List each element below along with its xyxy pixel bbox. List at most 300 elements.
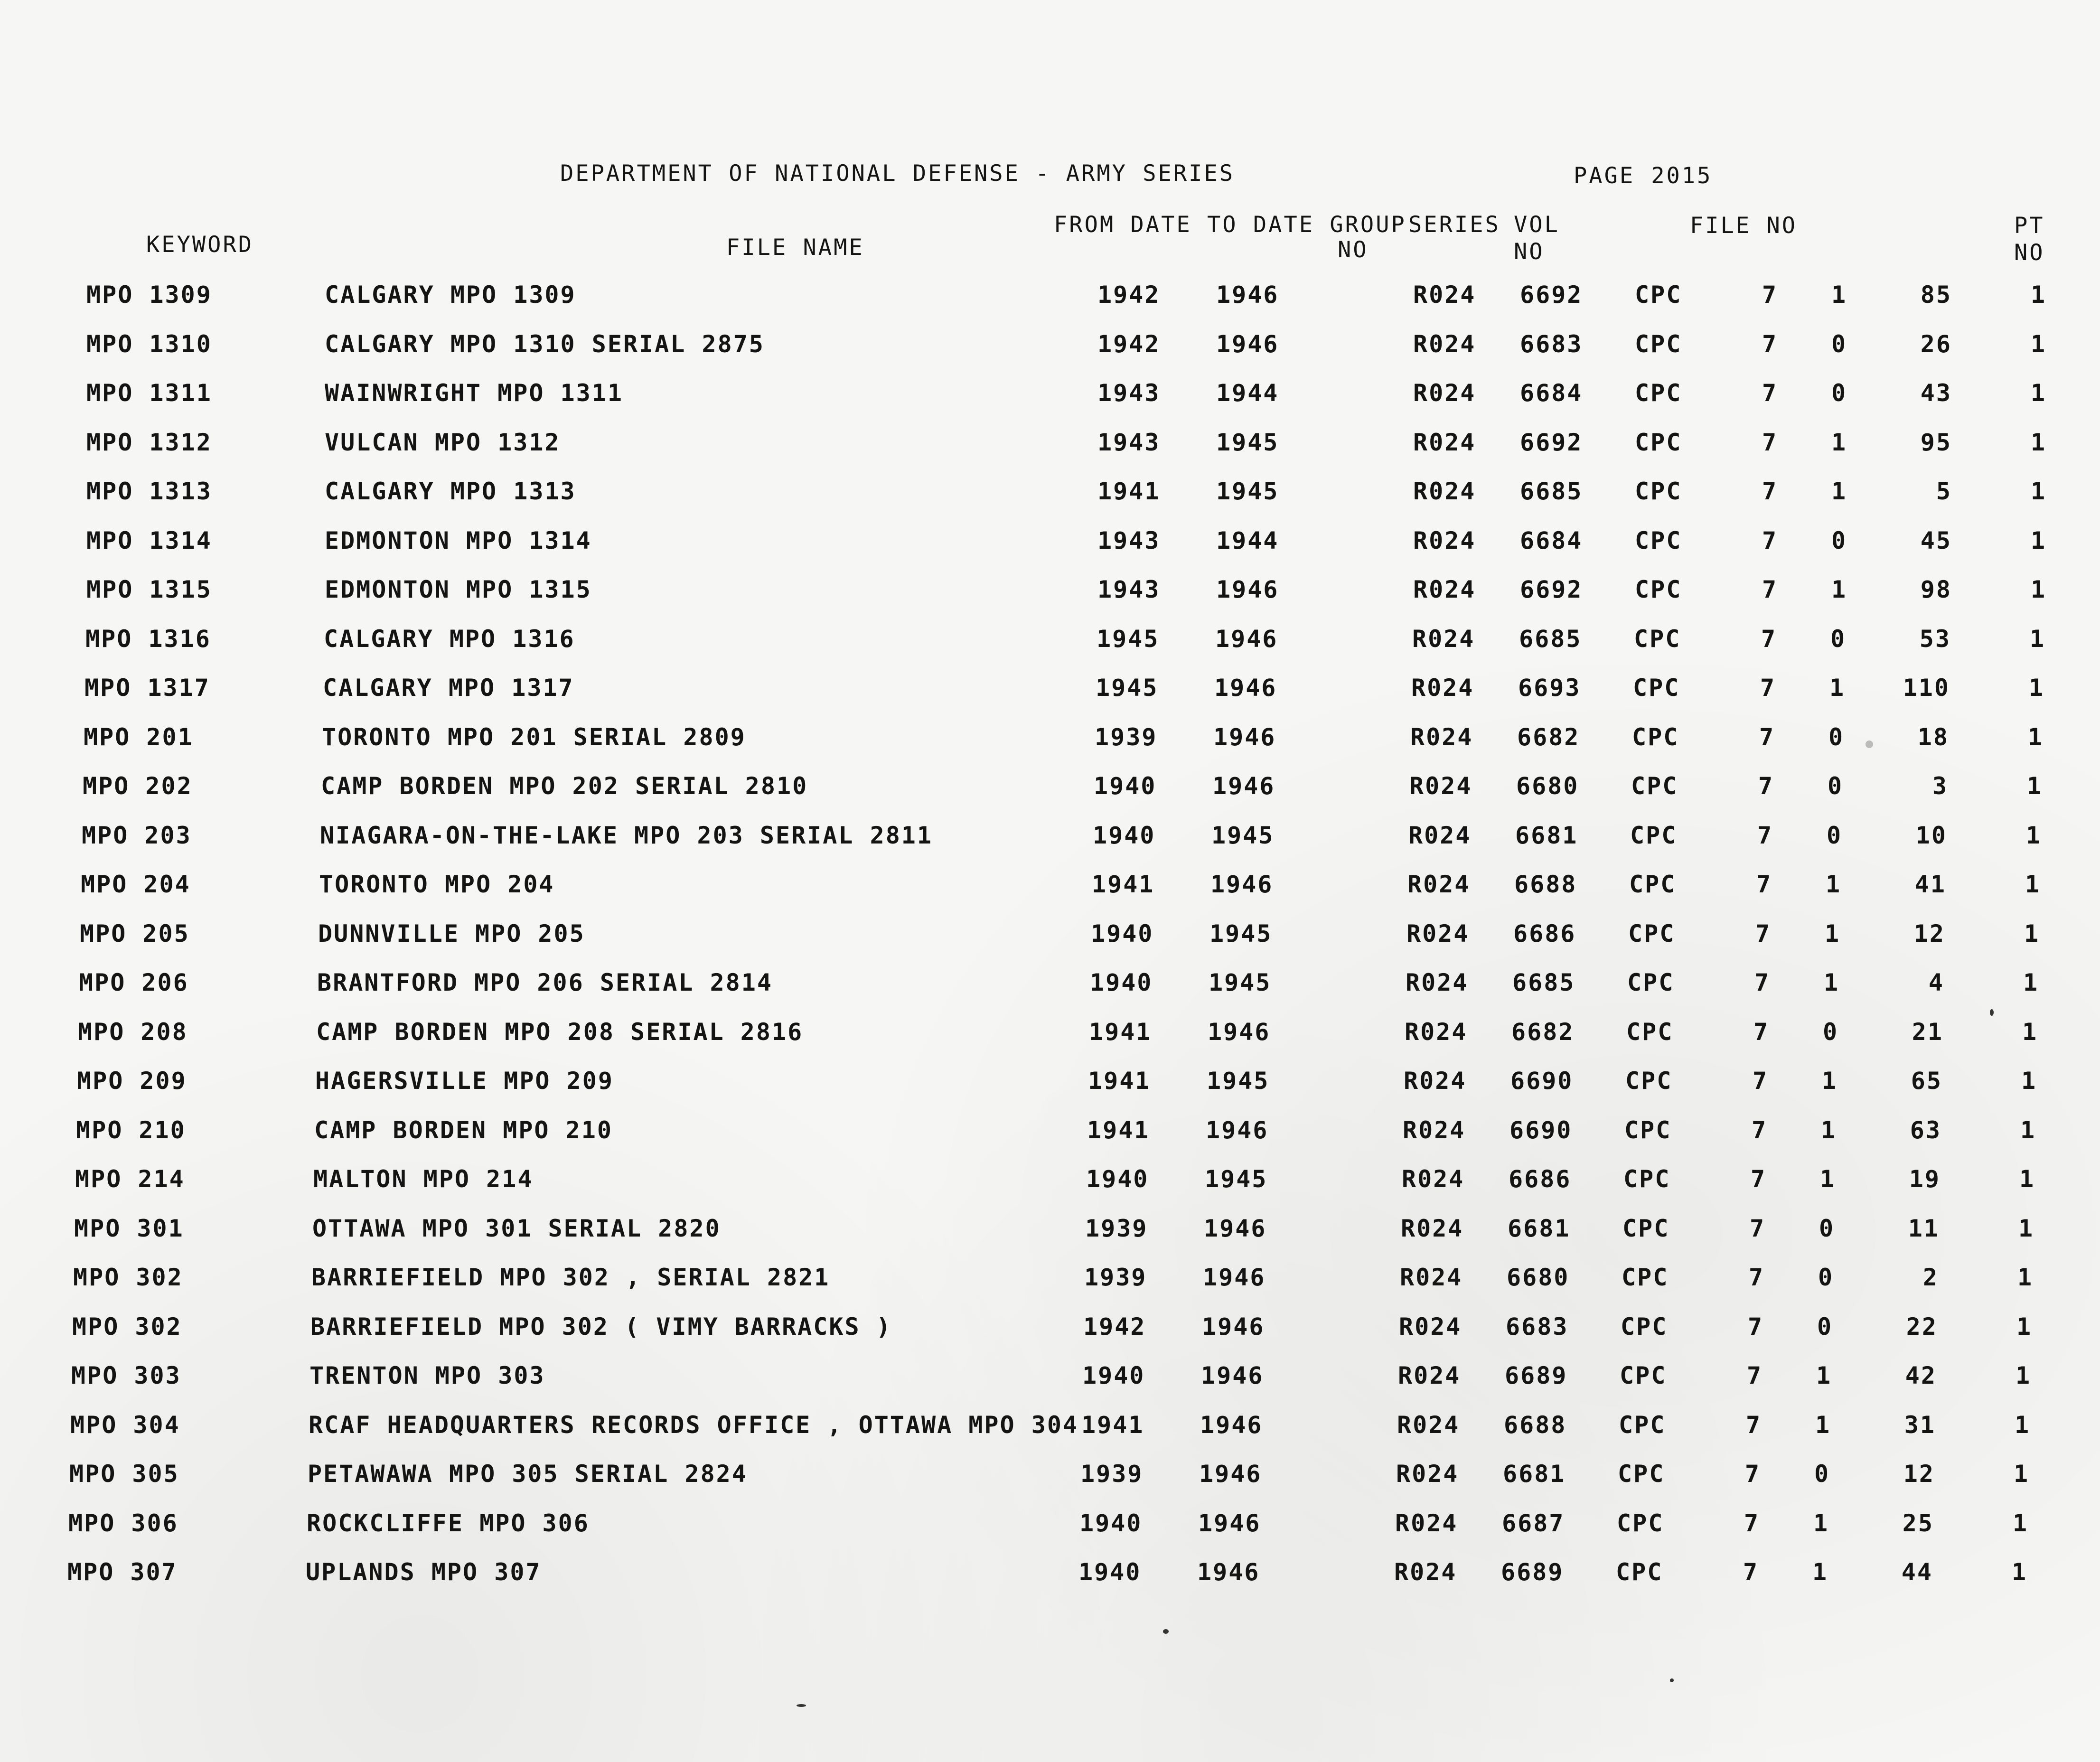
from-date-cell: 1945 xyxy=(1097,625,1160,653)
header-date-group xyxy=(1054,214,1406,236)
volume-cell: 6685 xyxy=(1512,969,1575,996)
group-cell: R024 xyxy=(1412,625,1475,653)
volume-cell: 6692 xyxy=(1520,576,1583,603)
part-no-cell: 1 xyxy=(2022,1018,2038,1046)
table-row xyxy=(82,824,2066,857)
group-cell: R024 xyxy=(1413,281,1476,309)
to-date-cell: 1945 xyxy=(1209,920,1273,947)
keyword-cell: MPO 214 xyxy=(75,1165,185,1193)
file-no-part2-cell: 0 xyxy=(1819,1215,1835,1242)
to-date-cell: 1946 xyxy=(1212,772,1275,800)
file-no-part2-cell: 1 xyxy=(1824,969,1840,996)
to-date-cell: 1946 xyxy=(1202,1313,1265,1340)
from-date-cell: 1939 xyxy=(1080,1460,1144,1488)
table-row xyxy=(86,479,2071,513)
part-no-cell: 1 xyxy=(2025,871,2041,898)
keyword-cell: MPO 1312 xyxy=(86,429,212,456)
header-group-no: NO xyxy=(1338,237,1369,263)
keyword-cell: MPO 206 xyxy=(79,969,189,996)
to-date-cell: 1946 xyxy=(1200,1411,1263,1439)
table-row xyxy=(85,627,2070,660)
volume-cell: 6683 xyxy=(1520,330,1583,358)
file-no-part2-cell: 1 xyxy=(1813,1509,1829,1537)
file-name-cell: NIAGARA-ON-THE-LAKE MPO 203 SERIAL 2811 xyxy=(320,822,933,849)
series-code-cell: CPC xyxy=(1628,920,1676,947)
header-pt-no: NO xyxy=(2014,240,2045,266)
file-no-part2-cell: 1 xyxy=(1816,1362,1832,1389)
from-date-cell: 1941 xyxy=(1092,871,1155,898)
file-no-part2-cell: 1 xyxy=(1831,281,1847,309)
series-code-cell: CPC xyxy=(1623,1165,1671,1193)
series-code-cell: CPC xyxy=(1622,1215,1670,1242)
keyword-cell: MPO 1317 xyxy=(84,674,210,702)
group-cell: R024 xyxy=(1398,1362,1461,1389)
file-name-cell: UPLANDS MPO 307 xyxy=(306,1558,542,1586)
file-no-part3-cell: 2 xyxy=(1922,1264,1939,1291)
part-no-cell: 1 xyxy=(2016,1313,2033,1340)
table-row xyxy=(86,381,2071,414)
part-no-cell: 1 xyxy=(2031,429,2047,456)
to-date-cell: 1946 xyxy=(1216,330,1279,358)
part-no-cell: 1 xyxy=(2013,1509,2029,1537)
file-no-part1-cell: 7 xyxy=(1751,1165,1767,1193)
file-no-part3-cell: 85 xyxy=(1920,281,1952,309)
series-code-cell: CPC xyxy=(1629,871,1677,898)
series-code-cell: CPC xyxy=(1635,527,1682,554)
keyword-cell: MPO 1310 xyxy=(86,330,212,358)
file-no-part1-cell: 7 xyxy=(1746,1411,1762,1439)
from-date-cell: 1941 xyxy=(1081,1411,1144,1439)
from-date-cell: 1939 xyxy=(1095,723,1158,751)
file-no-part1-cell: 7 xyxy=(1762,281,1778,309)
table-row xyxy=(72,1315,2056,1348)
file-no-part1-cell: 7 xyxy=(1753,1067,1769,1095)
file-no-part3-cell: 12 xyxy=(1913,920,1945,947)
file-no-part3-cell: 12 xyxy=(1903,1460,1935,1488)
to-date-cell: 1946 xyxy=(1214,674,1277,702)
file-no-part1-cell: 7 xyxy=(1762,429,1778,456)
volume-cell: 6688 xyxy=(1514,871,1577,898)
file-name-cell: CAMP BORDEN MPO 210 xyxy=(314,1116,613,1144)
file-name-cell: CALGARY MPO 1309 xyxy=(325,281,576,309)
file-no-part3-cell: 41 xyxy=(1914,871,1946,898)
table-row xyxy=(69,1462,2053,1495)
group-cell: R024 xyxy=(1413,379,1476,407)
file-no-part3-cell: 53 xyxy=(1919,625,1951,653)
file-no-part1-cell: 7 xyxy=(1762,576,1778,603)
to-date-cell: 1946 xyxy=(1216,576,1279,603)
from-date-cell: 1943 xyxy=(1097,379,1161,407)
file-no-part1-cell: 7 xyxy=(1745,1460,1761,1488)
table-row xyxy=(86,529,2071,562)
file-no-part1-cell: 7 xyxy=(1750,1215,1766,1242)
table-row xyxy=(78,1020,2062,1053)
to-date-cell: 1946 xyxy=(1204,1215,1267,1242)
page-title: DEPARTMENT OF NATIONAL DEFENSE - ARMY SERIES xyxy=(560,160,1235,187)
to-date-cell: 1946 xyxy=(1215,625,1278,653)
file-no-part3-cell: 65 xyxy=(1911,1067,1942,1095)
keyword-cell: MPO 306 xyxy=(68,1509,178,1537)
series-code-cell: CPC xyxy=(1620,1362,1667,1389)
file-no-part2-cell: 0 xyxy=(1818,1264,1834,1291)
file-no-part3-cell: 95 xyxy=(1920,429,1952,456)
header-series: SERIES xyxy=(1408,212,1500,238)
from-date-cell: 1941 xyxy=(1087,1116,1150,1144)
file-no-part3-cell: 4 xyxy=(1928,969,1944,996)
file-no-part3-cell: 98 xyxy=(1920,576,1952,603)
from-date-cell: 1940 xyxy=(1082,1362,1145,1389)
group-cell: R024 xyxy=(1399,1313,1462,1340)
from-date-cell: 1943 xyxy=(1097,576,1161,603)
group-cell: R024 xyxy=(1397,1411,1460,1439)
scan-speck xyxy=(1163,1629,1169,1634)
volume-cell: 6685 xyxy=(1519,625,1582,653)
to-date-cell: 1946 xyxy=(1213,723,1276,751)
file-no-part3-cell: 18 xyxy=(1917,723,1949,751)
to-date-cell: 1946 xyxy=(1201,1362,1264,1389)
table-row xyxy=(68,1511,2053,1545)
page-number-label xyxy=(1574,165,1712,187)
file-name-cell: CALGARY MPO 1313 xyxy=(325,478,576,505)
group-cell: R024 xyxy=(1400,1264,1463,1291)
volume-cell: 6690 xyxy=(1509,1116,1573,1144)
file-no-part3-cell: 19 xyxy=(1909,1165,1941,1193)
file-no-part3-cell: 44 xyxy=(1901,1558,1933,1586)
part-no-cell: 1 xyxy=(2027,772,2043,800)
file-no-part1-cell: 7 xyxy=(1759,723,1775,751)
scan-speck xyxy=(1670,1678,1674,1682)
page-number: 2015 xyxy=(1651,163,1713,189)
group-cell: R024 xyxy=(1411,674,1474,702)
series-code-cell: CPC xyxy=(1617,1509,1664,1537)
table-row xyxy=(84,676,2069,709)
to-date-cell: 1944 xyxy=(1216,527,1279,554)
file-name-cell: CALGARY MPO 1317 xyxy=(323,674,574,702)
group-cell: R024 xyxy=(1413,576,1476,603)
volume-cell: 6684 xyxy=(1520,379,1583,407)
volume-cell: 6681 xyxy=(1515,822,1578,849)
from-date-cell: 1939 xyxy=(1085,1215,1148,1242)
to-date-cell: 1945 xyxy=(1207,1067,1270,1095)
to-date-cell: 1946 xyxy=(1197,1558,1260,1586)
file-no-part2-cell: 0 xyxy=(1831,330,1847,358)
keyword-cell: MPO 203 xyxy=(82,822,192,849)
group-cell: R024 xyxy=(1394,1558,1457,1586)
file-no-part2-cell: 0 xyxy=(1827,822,1843,849)
keyword-cell: MPO 1316 xyxy=(85,625,211,653)
to-date-cell: 1945 xyxy=(1209,969,1272,996)
file-name-cell: RCAF HEADQUARTERS RECORDS OFFICE , OTTAWA MPO 304 xyxy=(309,1411,1079,1439)
file-no-part2-cell: 0 xyxy=(1814,1460,1830,1488)
series-code-cell: CPC xyxy=(1630,822,1678,849)
keyword-cell: MPO 302 xyxy=(73,1264,183,1291)
table-row xyxy=(81,872,2065,906)
file-no-part3-cell: 5 xyxy=(1936,478,1952,505)
part-no-cell: 1 xyxy=(2018,1215,2034,1242)
file-no-part1-cell: 7 xyxy=(1762,478,1778,505)
volume-cell: 6686 xyxy=(1509,1165,1572,1193)
keyword-cell: MPO 202 xyxy=(83,772,193,800)
file-name-cell: MALTON MPO 214 xyxy=(313,1165,534,1193)
from-date-cell: 1945 xyxy=(1096,674,1159,702)
file-no-part2-cell: 1 xyxy=(1812,1558,1828,1586)
keyword-cell: MPO 303 xyxy=(71,1362,181,1389)
group-cell: R024 xyxy=(1406,920,1470,947)
series-code-cell: CPC xyxy=(1619,1411,1666,1439)
volume-cell: 6683 xyxy=(1506,1313,1569,1340)
file-no-part1-cell: 7 xyxy=(1748,1313,1764,1340)
table-row xyxy=(79,971,2063,1004)
part-no-cell: 1 xyxy=(2021,1067,2037,1095)
table-row xyxy=(86,283,2071,316)
file-name-cell: CALGARY MPO 1310 SERIAL 2875 xyxy=(325,330,765,358)
header-file-no: FILE NO xyxy=(1690,213,1798,239)
from-date-cell: 1941 xyxy=(1089,1018,1152,1046)
file-no-part2-cell: 1 xyxy=(1822,1067,1838,1095)
file-name-cell: EDMONTON MPO 1315 xyxy=(325,576,592,603)
series-code-cell: CPC xyxy=(1631,772,1678,800)
group-cell: R024 xyxy=(1395,1509,1458,1537)
to-date-cell: 1944 xyxy=(1216,379,1279,407)
table-row xyxy=(86,431,2071,464)
scan-speck xyxy=(1866,740,1873,748)
header-pt-label: PT xyxy=(2014,213,2045,239)
group-cell: R024 xyxy=(1402,1165,1465,1193)
file-no-part1-cell: 7 xyxy=(1758,772,1774,800)
series-code-cell: CPC xyxy=(1633,674,1680,702)
file-no-part1-cell: 7 xyxy=(1760,674,1776,702)
to-date-cell: 1945 xyxy=(1205,1165,1268,1193)
header-vol xyxy=(1514,214,1560,263)
file-no-part1-cell: 7 xyxy=(1749,1264,1765,1291)
keyword-cell: MPO 1313 xyxy=(86,478,212,505)
volume-cell: 6682 xyxy=(1517,723,1580,751)
file-name-cell: BRANTFORD MPO 206 SERIAL 2814 xyxy=(317,969,773,996)
file-name-cell: DUNNVILLE MPO 205 xyxy=(318,920,585,947)
table-row xyxy=(76,1118,2060,1152)
file-no-part1-cell: 7 xyxy=(1762,330,1778,358)
keyword-cell: MPO 305 xyxy=(69,1460,179,1488)
file-name-cell: CAMP BORDEN MPO 208 SERIAL 2816 xyxy=(316,1018,804,1046)
header-from-to-group: FROM DATE TO DATE GROUP xyxy=(1054,212,1406,238)
from-date-cell: 1939 xyxy=(1084,1264,1147,1291)
file-name-cell: PETAWAWA MPO 305 SERIAL 2824 xyxy=(308,1460,748,1488)
from-date-cell: 1942 xyxy=(1097,330,1161,358)
part-no-cell: 1 xyxy=(2031,330,2047,358)
group-cell: R024 xyxy=(1413,429,1476,456)
file-name-cell: EDMONTON MPO 1314 xyxy=(325,527,592,554)
part-no-cell: 1 xyxy=(2031,576,2047,603)
volume-cell: 6684 xyxy=(1520,527,1583,554)
scan-speck xyxy=(1990,1009,1994,1016)
series-code-cell: CPC xyxy=(1625,1067,1673,1095)
file-no-part1-cell: 7 xyxy=(1752,1116,1768,1144)
keyword-cell: MPO 204 xyxy=(81,871,191,898)
series-code-cell: CPC xyxy=(1616,1558,1663,1586)
group-cell: R024 xyxy=(1413,478,1476,505)
file-no-part2-cell: 0 xyxy=(1828,723,1845,751)
series-code-cell: CPC xyxy=(1635,429,1682,456)
file-no-part1-cell: 7 xyxy=(1743,1558,1759,1586)
from-date-cell: 1940 xyxy=(1090,969,1153,996)
part-no-cell: 1 xyxy=(2015,1411,2031,1439)
series-code-cell: CPC xyxy=(1635,576,1682,603)
file-name-cell: CAMP BORDEN MPO 202 SERIAL 2810 xyxy=(321,772,808,800)
file-no-part1-cell: 7 xyxy=(1762,379,1778,407)
table-row xyxy=(67,1560,2052,1593)
file-no-part1-cell: 7 xyxy=(1756,871,1772,898)
file-no-part2-cell: 0 xyxy=(1828,772,1844,800)
series-code-cell: CPC xyxy=(1627,969,1675,996)
file-no-part3-cell: 10 xyxy=(1915,822,1947,849)
keyword-cell: MPO 307 xyxy=(67,1558,178,1586)
file-no-part2-cell: 1 xyxy=(1831,576,1847,603)
table-row xyxy=(86,332,2071,366)
file-name-cell: CALGARY MPO 1316 xyxy=(324,625,575,653)
volume-cell: 6685 xyxy=(1520,478,1583,505)
header-keyword: KEYWORD xyxy=(146,232,254,258)
volume-cell: 6692 xyxy=(1520,281,1583,309)
to-date-cell: 1946 xyxy=(1210,871,1274,898)
file-no-part3-cell: 21 xyxy=(1912,1018,1943,1046)
part-no-cell: 1 xyxy=(2020,1116,2036,1144)
file-name-cell: HAGERSVILLE MPO 209 xyxy=(315,1067,614,1095)
file-no-part3-cell: 11 xyxy=(1908,1215,1940,1242)
keyword-cell: MPO 201 xyxy=(84,723,194,751)
to-date-cell: 1945 xyxy=(1216,429,1279,456)
to-date-cell: 1946 xyxy=(1206,1116,1269,1144)
file-name-cell: TRENTON MPO 303 xyxy=(309,1362,545,1389)
from-date-cell: 1940 xyxy=(1091,920,1154,947)
to-date-cell: 1946 xyxy=(1208,1018,1271,1046)
file-no-part3-cell: 25 xyxy=(1902,1509,1934,1537)
file-no-part2-cell: 1 xyxy=(1831,478,1847,505)
file-no-part2-cell: 0 xyxy=(1831,527,1847,554)
from-date-cell: 1942 xyxy=(1083,1313,1146,1340)
series-code-cell: CPC xyxy=(1635,379,1682,407)
volume-cell: 6680 xyxy=(1507,1264,1570,1291)
series-code-cell: CPC xyxy=(1632,723,1679,751)
group-cell: R024 xyxy=(1413,330,1476,358)
file-no-part3-cell: 22 xyxy=(1906,1313,1938,1340)
file-no-part2-cell: 1 xyxy=(1815,1411,1831,1439)
to-date-cell: 1946 xyxy=(1216,281,1279,309)
series-code-cell: CPC xyxy=(1635,478,1682,505)
series-code-cell: CPC xyxy=(1626,1018,1674,1046)
volume-cell: 6690 xyxy=(1510,1067,1574,1095)
part-no-cell: 1 xyxy=(2019,1165,2035,1193)
file-no-part3-cell: 31 xyxy=(1904,1411,1936,1439)
table-row xyxy=(80,922,2064,955)
file-no-part2-cell: 1 xyxy=(1825,920,1841,947)
file-no-part3-cell: 110 xyxy=(1903,674,1950,702)
file-no-part1-cell: 7 xyxy=(1762,527,1778,554)
table-row xyxy=(86,578,2071,611)
to-date-cell: 1945 xyxy=(1216,478,1279,505)
part-no-cell: 1 xyxy=(2030,625,2046,653)
to-date-cell: 1946 xyxy=(1203,1264,1266,1291)
keyword-cell: MPO 1314 xyxy=(86,527,212,554)
volume-cell: 6686 xyxy=(1513,920,1576,947)
from-date-cell: 1941 xyxy=(1088,1067,1151,1095)
from-date-cell: 1940 xyxy=(1079,1509,1143,1537)
part-no-cell: 1 xyxy=(2024,920,2040,947)
file-no-part1-cell: 7 xyxy=(1761,625,1777,653)
group-cell: R024 xyxy=(1406,969,1469,996)
file-no-part2-cell: 0 xyxy=(1831,379,1847,407)
group-cell: R024 xyxy=(1396,1460,1459,1488)
volume-cell: 6680 xyxy=(1516,772,1579,800)
file-no-part1-cell: 7 xyxy=(1755,920,1772,947)
part-no-cell: 1 xyxy=(2031,478,2047,505)
file-name-cell: ROCKCLIFFE MPO 306 xyxy=(307,1509,590,1537)
table-row xyxy=(71,1364,2055,1397)
part-no-cell: 1 xyxy=(2031,281,2047,309)
volume-cell: 6681 xyxy=(1508,1215,1571,1242)
series-code-cell: CPC xyxy=(1635,281,1682,309)
table-row xyxy=(75,1167,2059,1200)
volume-cell: 6692 xyxy=(1520,429,1583,456)
file-no-part1-cell: 7 xyxy=(1747,1362,1763,1389)
file-no-part3-cell: 63 xyxy=(1910,1116,1941,1144)
file-no-part2-cell: 0 xyxy=(1823,1018,1839,1046)
file-no-part2-cell: 1 xyxy=(1829,674,1846,702)
to-date-cell: 1945 xyxy=(1211,822,1275,849)
from-date-cell: 1940 xyxy=(1078,1558,1142,1586)
keyword-cell: MPO 1311 xyxy=(86,379,212,407)
page-label: PAGE xyxy=(1574,163,1635,189)
table-row xyxy=(84,725,2068,759)
header-file-name: FILE NAME xyxy=(726,234,864,261)
group-cell: R024 xyxy=(1403,1116,1466,1144)
file-name-cell: OTTAWA MPO 301 SERIAL 2820 xyxy=(312,1215,721,1242)
file-no-part3-cell: 26 xyxy=(1920,330,1952,358)
to-date-cell: 1946 xyxy=(1199,1460,1262,1488)
file-no-part2-cell: 1 xyxy=(1820,1165,1836,1193)
volume-cell: 6688 xyxy=(1504,1411,1567,1439)
file-no-part2-cell: 1 xyxy=(1831,429,1847,456)
file-no-part1-cell: 7 xyxy=(1754,969,1771,996)
series-code-cell: CPC xyxy=(1618,1460,1665,1488)
from-date-cell: 1940 xyxy=(1093,822,1156,849)
part-no-cell: 1 xyxy=(2031,527,2047,554)
part-no-cell: 1 xyxy=(2026,822,2042,849)
file-name-cell: TORONTO MPO 201 SERIAL 2809 xyxy=(322,723,746,751)
scan-speck xyxy=(797,1704,806,1707)
from-date-cell: 1940 xyxy=(1094,772,1157,800)
file-no-part2-cell: 0 xyxy=(1830,625,1847,653)
volume-cell: 6682 xyxy=(1511,1018,1575,1046)
series-code-cell: CPC xyxy=(1621,1313,1668,1340)
group-cell: R024 xyxy=(1410,723,1473,751)
group-cell: R024 xyxy=(1409,772,1472,800)
series-code-cell: CPC xyxy=(1635,330,1682,358)
keyword-cell: MPO 208 xyxy=(78,1018,188,1046)
volume-cell: 6689 xyxy=(1505,1362,1568,1389)
from-date-cell: 1943 xyxy=(1097,527,1161,554)
keyword-cell: MPO 210 xyxy=(76,1116,186,1144)
part-no-cell: 1 xyxy=(2017,1264,2034,1291)
header-pt xyxy=(2014,215,2045,264)
group-cell: R024 xyxy=(1407,871,1471,898)
file-no-part3-cell: 3 xyxy=(1932,772,1948,800)
keyword-cell: MPO 301 xyxy=(74,1215,184,1242)
group-cell: R024 xyxy=(1413,527,1476,554)
part-no-cell: 1 xyxy=(2031,379,2047,407)
series-code-cell: CPC xyxy=(1622,1264,1669,1291)
series-code-cell: CPC xyxy=(1634,625,1681,653)
header-vol-label: VOL xyxy=(1514,212,1560,238)
